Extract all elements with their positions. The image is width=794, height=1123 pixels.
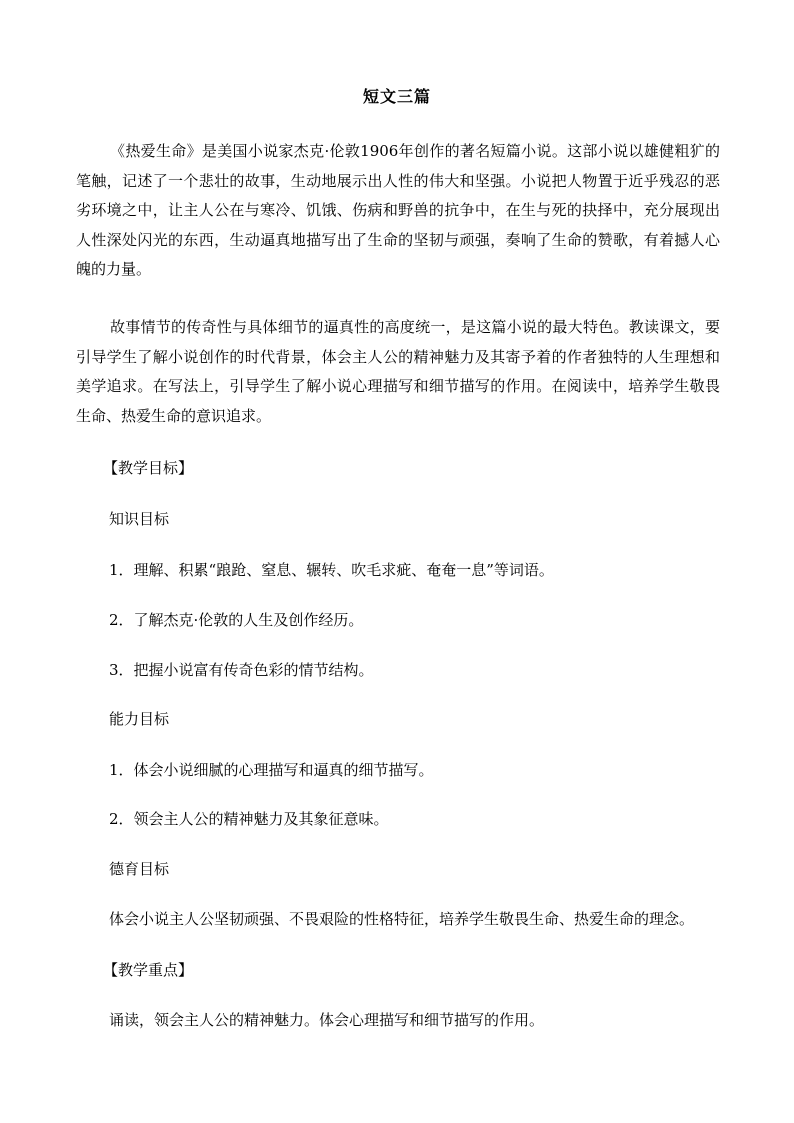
knowledge-item-1: 1．理解、积累“踉跄、窒息、辗转、吹毛求疵、奄奄一息”等词语。: [109, 561, 554, 579]
ability-item-1: 1．体会小说细腻的心理描写和逼真的细节描写。: [109, 761, 434, 779]
document-title: 短文三篇: [362, 87, 431, 106]
intro-paragraph-1: 《热爱生命》是美国小说家杰克·伦敦1906年创作的著名短篇小说。这部小说以雄健粗犷的笔触，记述了一个悲壮的故事，生动地展示出人性的伟大和坚强。小说把人物置于近乎残忍的恶劣环境之中，让主人公在与寒冷、饥饿、伤病和野兽的抗争中，在生与死的抉择中，充分展现出人性深处闪光的东西，生动逼真地描写出了生命的坚韧与顽强，奏响了生命的赞歌，有着撼人心魄的力量。: [76, 142, 720, 278]
teaching-goals-heading: 【教学目标】: [103, 459, 194, 477]
knowledge-item-3: 3．把握小说富有传奇色彩的情节结构。: [109, 661, 374, 679]
moral-goals-text: 体会小说主人公坚韧顽强、不畏艰险的性格特征，培养学生敬畏生命、热爱生命的理念。: [109, 910, 695, 928]
ability-item-2: 2．领会主人公的精神魅力及其象征意味。: [109, 810, 389, 828]
moral-goals-heading: 德育目标: [109, 860, 170, 878]
knowledge-goals-heading: 知识目标: [109, 510, 170, 528]
intro-paragraph-2: 故事情节的传奇性与具体细节的逼真性的高度统一，是这篇小说的最大特色。教读课文，要引导学生了解小说创作的时代背景，体会主人公的精神魅力及其寄予着的作者独特的人生理想和美学追求。在写法上，引导学生了解小说心理描写和细节描写的作用。在阅读中，培养学生敬畏生命、热爱生命的意识追求。: [76, 318, 720, 425]
key-points-text: 诵读，领会主人公的精神魅力。体会心理描写和细节描写的作用。: [109, 1011, 545, 1029]
knowledge-item-2: 2．了解杰克·伦敦的人生及创作经历。: [109, 611, 364, 629]
ability-goals-heading: 能力目标: [109, 710, 170, 728]
key-points-heading: 【教学重点】: [103, 961, 194, 979]
